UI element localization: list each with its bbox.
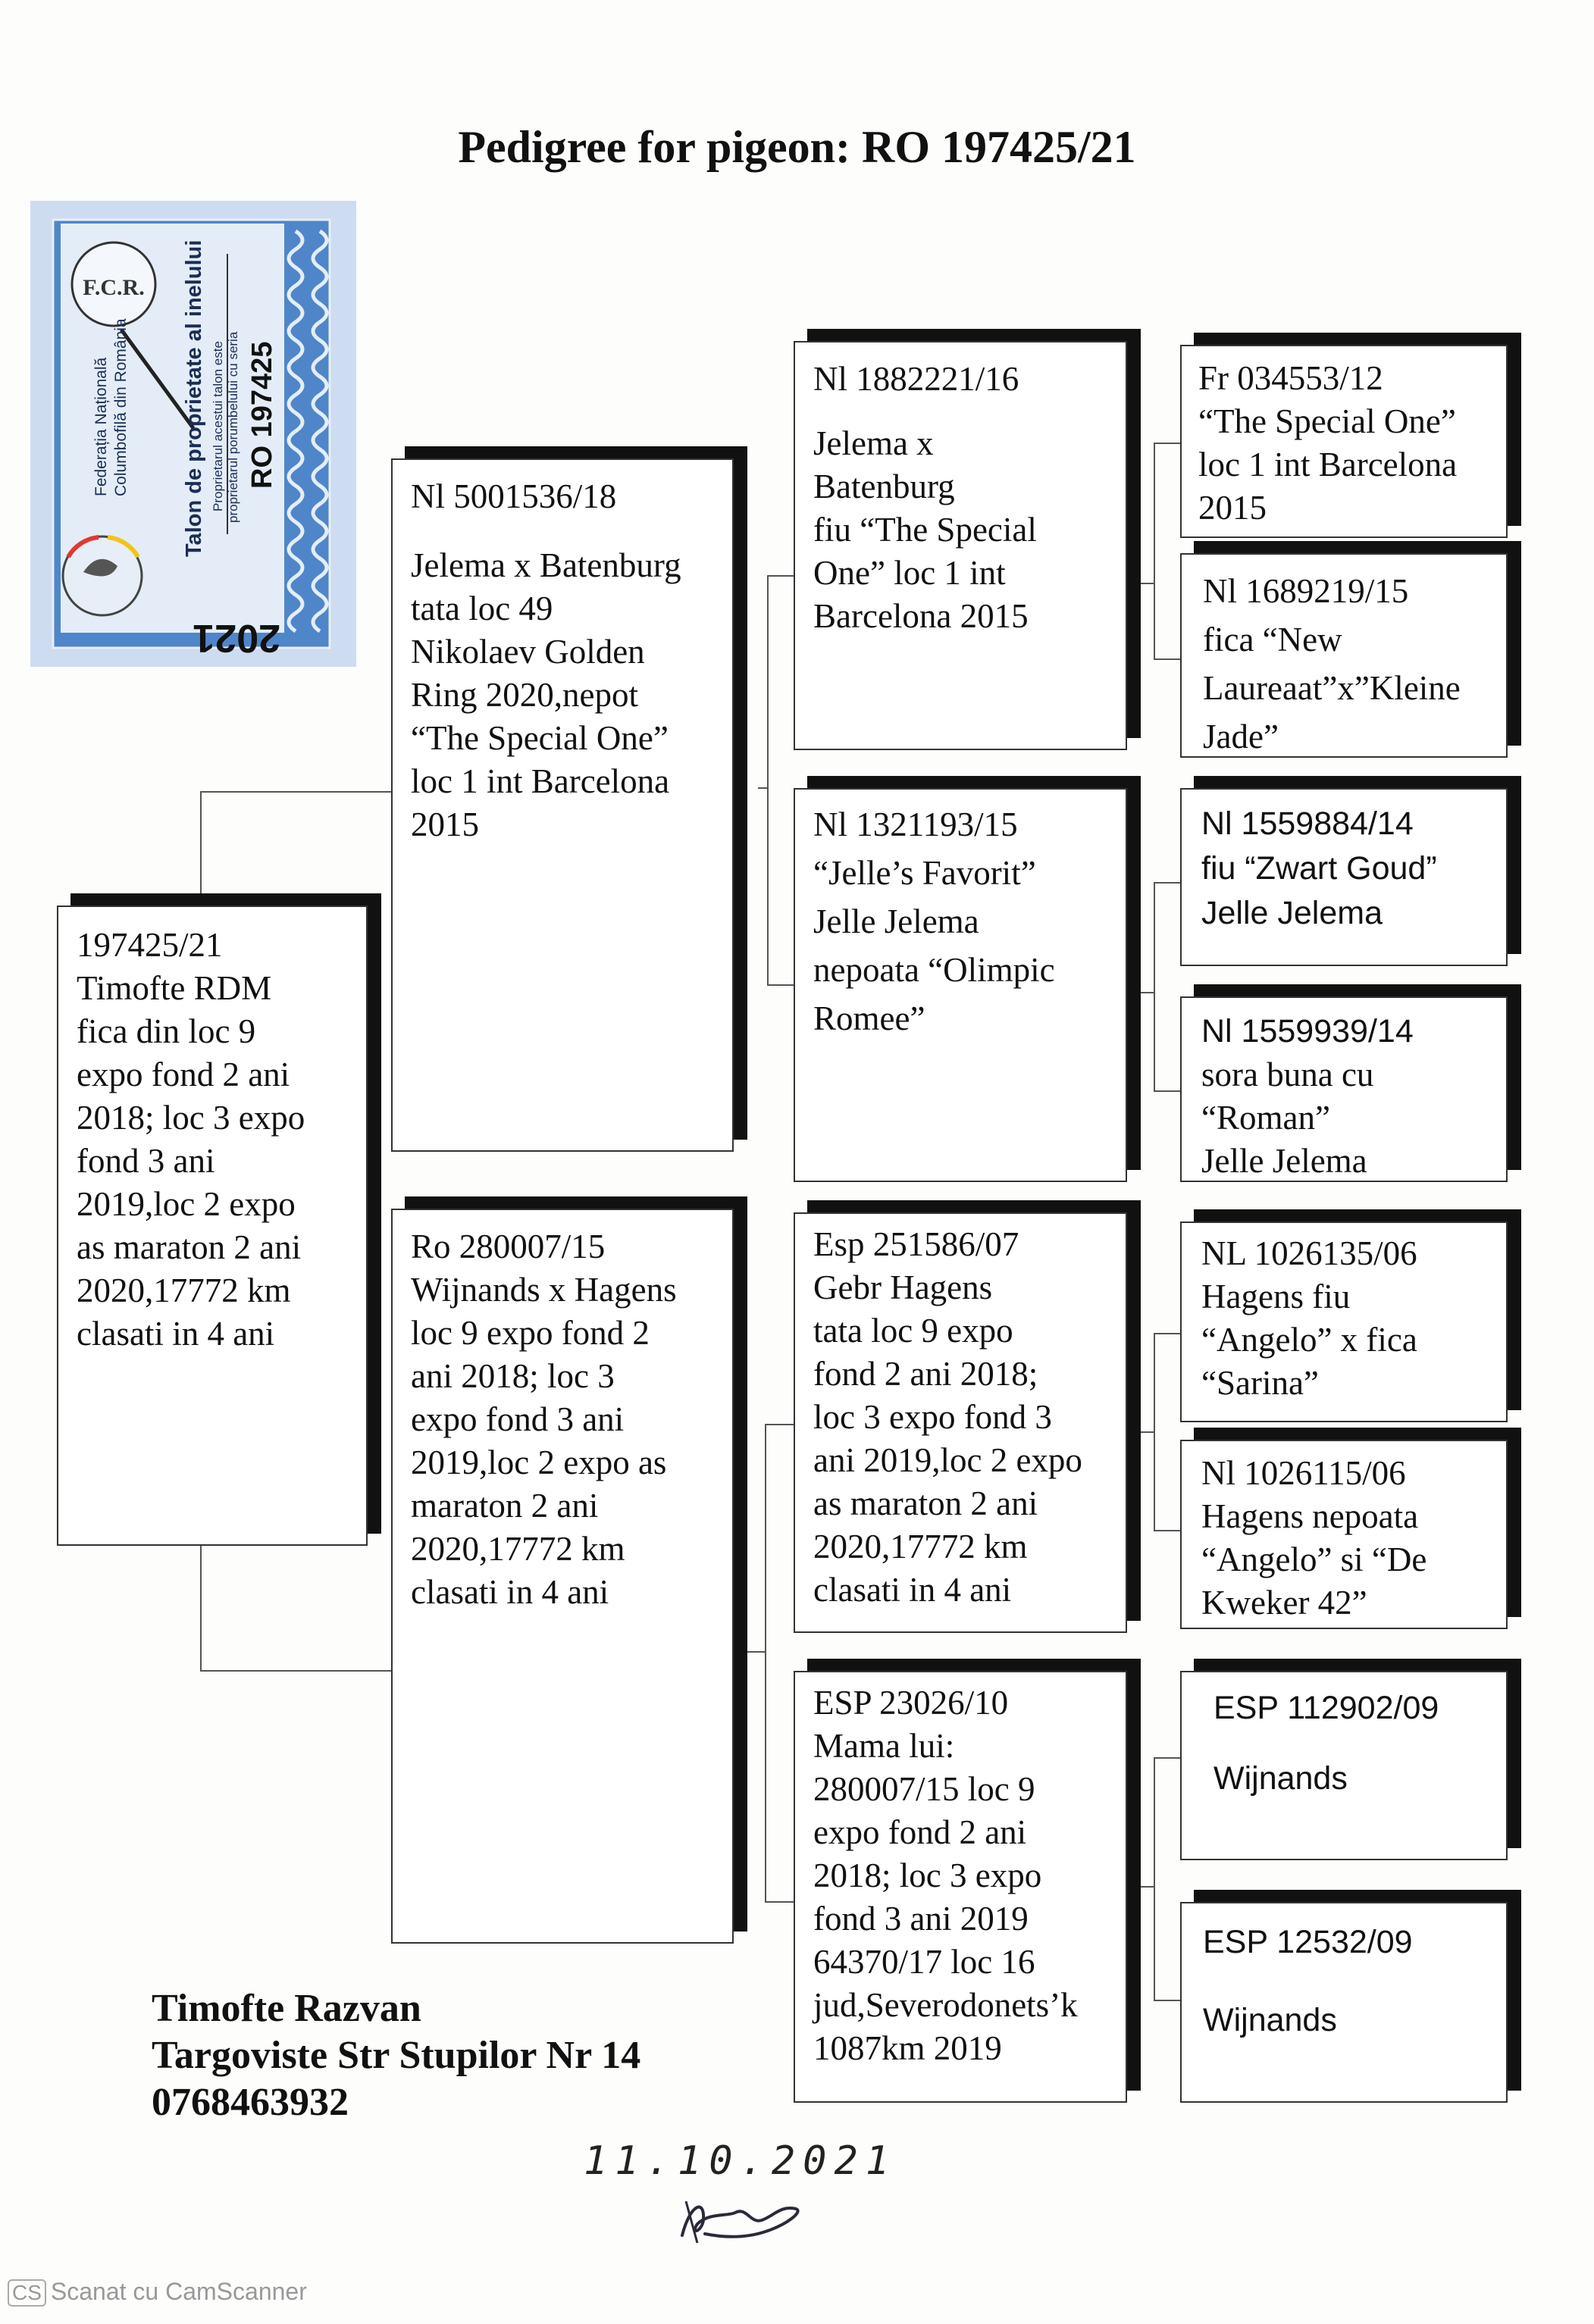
ggs4-line: “Roman” bbox=[1201, 1099, 1330, 1137]
connector-gs3 bbox=[1141, 1334, 1180, 1531]
ggs1-line: “The Special One” bbox=[1198, 402, 1456, 440]
great-grandparent-card-2 bbox=[1180, 553, 1508, 758]
gs4-line: expo fond 2 ani bbox=[813, 1813, 1027, 1851]
connector-sire-grandparents bbox=[758, 576, 794, 985]
ggs3-line: fiu “Zwart Goud” bbox=[1201, 850, 1437, 887]
gs4-line: 280007/15 loc 9 bbox=[813, 1770, 1035, 1808]
gs4-line: fond 3 ani 2019 bbox=[813, 1900, 1029, 1938]
gs2-line: “Jelle’s Favorit” bbox=[813, 854, 1036, 892]
grandparent-card-3 bbox=[794, 1212, 1127, 1633]
owner-address: Targoviste Str Stupilor Nr 14 bbox=[152, 2034, 641, 2077]
page-title: Pedigree for pigeon: RO 197425/21 bbox=[458, 122, 1136, 172]
ggs6-line: Nl 1026115/06 bbox=[1201, 1454, 1406, 1492]
ggs8-name: Wijnands bbox=[1203, 2002, 1337, 2038]
grandparent-card-1 bbox=[794, 341, 1127, 750]
pigeon-line: Timofte RDM bbox=[77, 969, 272, 1007]
handwritten-date: 11.10.2021 bbox=[584, 2138, 897, 2184]
gs1-line: One” loc 1 int bbox=[813, 554, 1006, 592]
gs3-line: 2020,17772 km bbox=[813, 1528, 1028, 1565]
gs1-line: Barcelona 2015 bbox=[813, 597, 1029, 635]
great-grandparent-card-7 bbox=[1180, 1671, 1508, 1860]
gs2-line: Jelle Jelema bbox=[813, 902, 979, 940]
sire-id: Nl 5001536/18 bbox=[411, 477, 617, 515]
ggs3-line: Nl 1559884/14 bbox=[1201, 805, 1414, 842]
ggs2-line: Nl 1689219/15 bbox=[1203, 572, 1409, 610]
owner-name: Timofte Razvan bbox=[152, 1987, 421, 2030]
gs1-id: Nl 1882221/16 bbox=[813, 360, 1019, 398]
ggs4-line: Jelle Jelema bbox=[1201, 1142, 1367, 1180]
owner-phone: 0768463932 bbox=[152, 2081, 349, 2124]
gs2-line: nepoata “Olimpic bbox=[813, 951, 1055, 989]
dam-line: Wijnands x Hagens bbox=[411, 1271, 677, 1309]
gs4-line: jud,Severodonets’k bbox=[813, 1986, 1078, 2024]
sire-line: Nikolaev Golden bbox=[411, 633, 645, 671]
stamp-sub1: Proprietarul acestui talon este bbox=[211, 341, 225, 511]
gs3-line: fond 2 ani 2018; bbox=[813, 1355, 1038, 1393]
scanner-text: Scanat cu CamScanner bbox=[50, 2278, 307, 2305]
camscanner-logo: CS bbox=[8, 2279, 46, 2307]
pigeon-card bbox=[57, 906, 368, 1546]
dam-line: expo fond 3 ani bbox=[411, 1400, 625, 1438]
great-grandparent-card-5 bbox=[1180, 1221, 1508, 1422]
gs4-line: 1087km 2019 bbox=[813, 2029, 1002, 2067]
gs1-line: Jelema x bbox=[813, 424, 934, 462]
stamp-year: 2021 bbox=[193, 616, 280, 660]
dam-line: clasati in 4 ani bbox=[411, 1573, 609, 1611]
dam-line: loc 9 expo fond 2 bbox=[411, 1314, 650, 1352]
gs3-line: Gebr Hagens bbox=[813, 1268, 993, 1306]
great-grandparent-card-6 bbox=[1180, 1440, 1508, 1629]
ggs7-id: ESP 112902/09 bbox=[1214, 1690, 1439, 1726]
gs3-line: as maraton 2 ani bbox=[813, 1484, 1038, 1522]
gs1-line: Batenburg bbox=[813, 468, 955, 505]
ggs5-line: Hagens fiu bbox=[1201, 1278, 1351, 1315]
pigeon-line: clasati in 4 ani bbox=[77, 1315, 275, 1353]
gs2-line: Nl 1321193/15 bbox=[813, 805, 1018, 843]
pigeon-line: as maraton 2 ani bbox=[77, 1228, 302, 1266]
handwritten-signature bbox=[675, 2190, 811, 2250]
dam-line: maraton 2 ani bbox=[411, 1487, 599, 1525]
pigeon-line: 2020,17772 km bbox=[77, 1271, 291, 1309]
connector-gs4 bbox=[1141, 1758, 1180, 2000]
grandparent-card-4 bbox=[794, 1671, 1127, 2103]
great-grandparent-card-1 bbox=[1180, 345, 1508, 538]
sire-card bbox=[391, 458, 734, 1152]
great-grandparent-card-3 bbox=[1180, 788, 1508, 966]
gs3-line: tata loc 9 expo bbox=[813, 1312, 1013, 1350]
dam-line: 2020,17772 km bbox=[411, 1530, 625, 1568]
dam-line: ani 2018; loc 3 bbox=[411, 1357, 615, 1395]
ggs6-line: Hagens nepoata bbox=[1201, 1497, 1419, 1535]
pigeon-line: 197425/21 bbox=[77, 926, 223, 964]
stamp-sub2: proprietarul porumbelului cu seria bbox=[226, 331, 240, 523]
ggs5-line: “Angelo” x fica bbox=[1201, 1321, 1417, 1359]
ggs1-line: loc 1 int Barcelona bbox=[1198, 446, 1458, 483]
ggs5-line: NL 1026135/06 bbox=[1201, 1234, 1417, 1272]
stamp-ring-number: RO 197425 bbox=[246, 341, 278, 489]
gs2-line: Romee” bbox=[813, 999, 925, 1037]
gs4-line: ESP 23026/10 bbox=[813, 1684, 1009, 1722]
gs3-line: ani 2019,loc 2 expo bbox=[813, 1441, 1082, 1479]
gs4-line: 2018; loc 3 expo bbox=[813, 1856, 1042, 1894]
ggs6-line: Kweker 42” bbox=[1201, 1584, 1367, 1622]
owner-block bbox=[152, 1985, 640, 2126]
stamp-logo-text: F.C.R. bbox=[83, 275, 145, 300]
ggs5-line: “Sarina” bbox=[1201, 1364, 1319, 1402]
ggs6-line: “Angelo” si “De bbox=[1201, 1540, 1427, 1578]
ggs2-line: fica “New bbox=[1203, 621, 1342, 658]
ggs7-name: Wijnands bbox=[1214, 1760, 1348, 1797]
gs4-line: Mama lui: bbox=[813, 1727, 955, 1765]
pigeon-line: 2018; loc 3 expo bbox=[77, 1099, 305, 1137]
stamp-heading: Talon de proprietate al inelului bbox=[182, 239, 206, 557]
great-grandparent-card-4 bbox=[1180, 996, 1508, 1182]
connector-dam-grandparents bbox=[743, 1425, 794, 1902]
ggs2-line: Laureaat”x”Kleine bbox=[1203, 669, 1461, 707]
ggs1-line: 2015 bbox=[1198, 489, 1267, 527]
stamp-org-line1: Federația Națională bbox=[92, 357, 110, 496]
gs3-line: clasati in 4 ani bbox=[813, 1571, 1012, 1609]
scanner-watermark bbox=[8, 2278, 307, 2307]
dam-line: 2019,loc 2 expo as bbox=[411, 1444, 667, 1481]
connector-gs1 bbox=[1141, 443, 1180, 659]
stamp-org-line2: Columbofilă din România bbox=[112, 318, 130, 496]
gs3-line: loc 3 expo fond 3 bbox=[813, 1398, 1052, 1436]
ggs8-id: ESP 12532/09 bbox=[1203, 1924, 1413, 1960]
pigeon-line: fond 3 ani bbox=[77, 1142, 215, 1180]
sire-line: Ring 2020,nepot bbox=[411, 676, 638, 714]
ggs2-line: Jade” bbox=[1203, 718, 1279, 755]
ggs3-line: Jelle Jelema bbox=[1201, 895, 1383, 931]
sire-line: 2015 bbox=[411, 805, 479, 843]
pigeon-line: fica din loc 9 bbox=[77, 1012, 256, 1050]
ggs4-line: sora buna cu bbox=[1201, 1056, 1374, 1093]
ggs4-line: Nl 1559939/14 bbox=[1201, 1013, 1414, 1049]
great-grandparent-card-8 bbox=[1180, 1902, 1508, 2103]
ggs1-line: Fr 034553/12 bbox=[1198, 359, 1383, 397]
pigeon-line: 2019,loc 2 expo bbox=[77, 1185, 296, 1223]
sire-line: Jelema x Batenburg bbox=[411, 546, 681, 584]
grandparent-card-2 bbox=[794, 788, 1127, 1182]
dam-card bbox=[391, 1209, 734, 1944]
connector-gs2 bbox=[1141, 883, 1180, 1091]
sire-line: “The Special One” bbox=[411, 719, 669, 757]
sire-line: loc 1 int Barcelona bbox=[411, 762, 670, 800]
gs4-line: 64370/17 loc 16 bbox=[813, 1943, 1035, 1981]
sire-line: tata loc 49 bbox=[411, 590, 553, 627]
gs1-line: fiu “The Special bbox=[813, 511, 1037, 549]
dam-line: Ro 280007/15 bbox=[411, 1228, 606, 1265]
gs3-line: Esp 251586/07 bbox=[813, 1225, 1019, 1263]
pigeon-line: expo fond 2 ani bbox=[77, 1056, 290, 1093]
